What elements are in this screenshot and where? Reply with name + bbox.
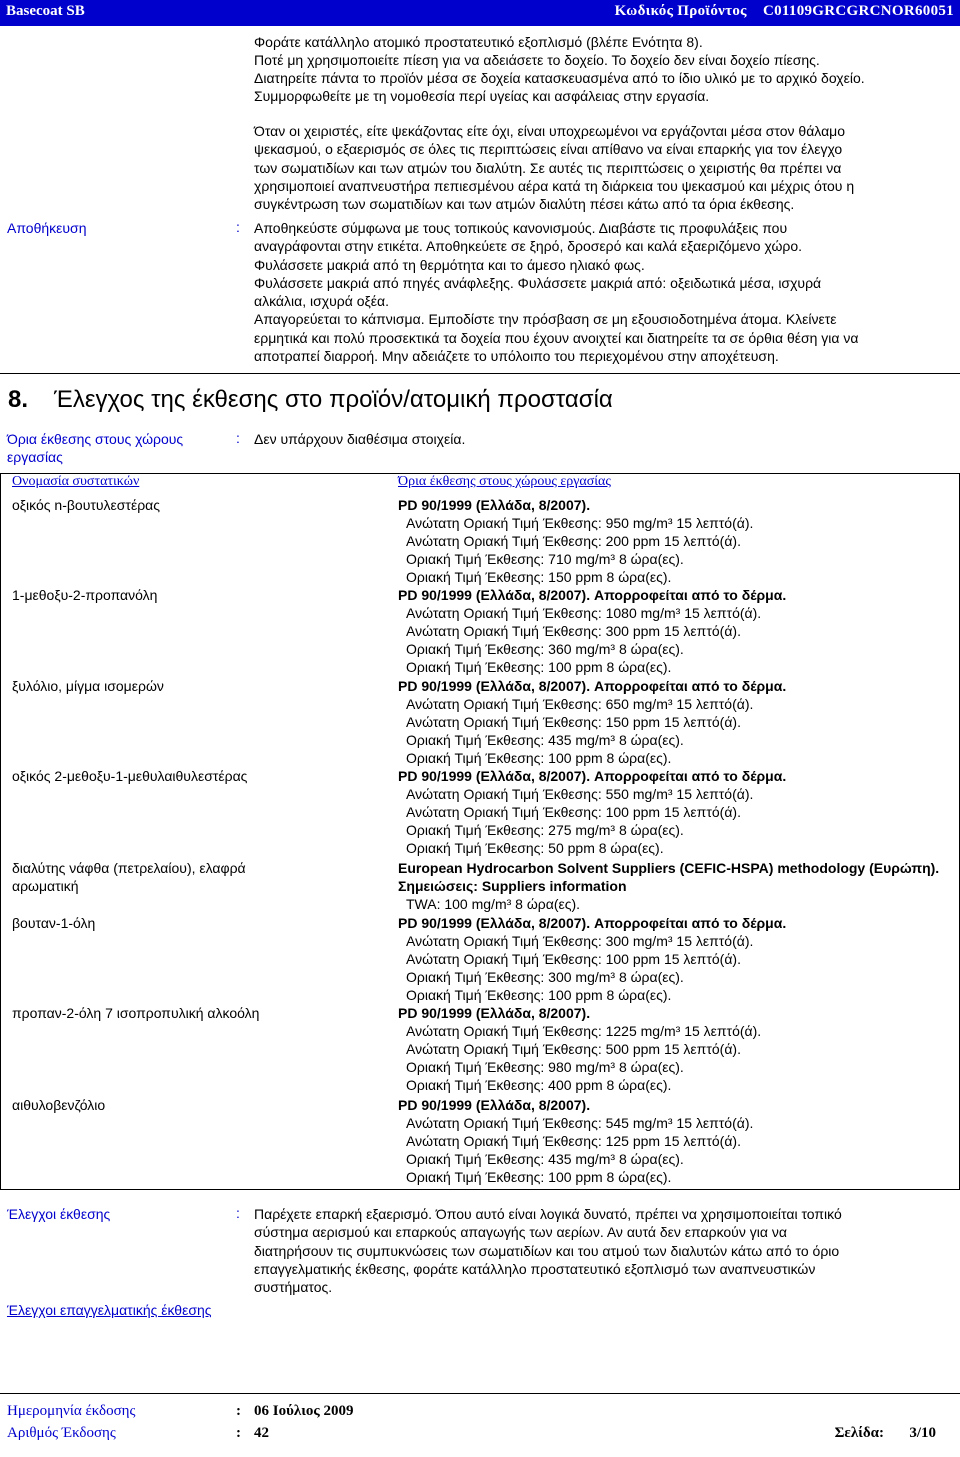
product-code-value: C01109GRCGRCNOR60051 [762, 3, 954, 19]
issue-date-value: 06 Ιούλιος 2009 [254, 1403, 354, 1419]
exposure-controls-colon: : [236, 1205, 240, 1221]
component-name: οξικός 2-μεθοξυ-1-μεθυλαιθυλεστέρας [12, 768, 248, 784]
limit-source: PD 90/1999 (Ελλάδα, 8/2007). [398, 497, 591, 513]
product-code [615, 3, 954, 20]
limit-entry [398, 1096, 953, 1186]
version-colon: : [236, 1425, 241, 1441]
product-code-label: Κωδικός Προϊόντος [614, 3, 747, 19]
storage-label: Αποθήκευση [7, 220, 87, 236]
limit-value: Ανώτατη Οριακή Τιμή Έκθεσης: 300 ppm 15 λεπτό(ά). [406, 623, 741, 639]
limit-entry [398, 767, 953, 857]
exposure-controls-label: Έλεγχοι έκθεσης [7, 1206, 111, 1222]
product-name: Basecoat SB [6, 3, 85, 19]
limit-value: Οριακή Τιμή Έκθεσης: 300 mg/m³ 8 ώρα(ες). [406, 969, 684, 985]
component-name: βουταν-1-όλη [12, 915, 96, 931]
page-label: Σελίδα: [834, 1425, 884, 1441]
limit-value: Οριακή Τιμή Έκθεσης: 275 mg/m³ 8 ώρα(ες). [406, 822, 684, 838]
limit-entry [398, 586, 953, 676]
limit-value: Ανώτατη Οριακή Τιμή Έκθεσης: 1080 mg/m³ 15 λεπτό(ά). [406, 605, 762, 621]
document-header [0, 0, 960, 26]
limit-value: Ανώτατη Οριακή Τιμή Έκθεσης: 150 ppm 15 λεπτό(ά). [406, 714, 741, 730]
section-number: 8. [8, 386, 29, 413]
limit-source: PD 90/1999 (Ελλάδα, 8/2007). Απορροφείται από το δέρμα. [398, 768, 787, 784]
section-8-heading [8, 386, 613, 414]
limit-value: Ανώτατη Οριακή Τιμή Έκθεσης: 200 ppm 15 λεπτό(ά). [406, 533, 741, 549]
oel-colon: : [236, 430, 240, 446]
limit-value: Ανώτατη Οριακή Τιμή Έκθεσης: 545 mg/m³ 15 λεπτό(ά). [406, 1115, 754, 1131]
section-divider [0, 373, 960, 374]
limit-value: Οριακή Τιμή Έκθεσης: 100 ppm 8 ώρα(ες). [406, 1169, 672, 1185]
limit-entry [398, 914, 953, 1004]
column-header-name: Ονομασία συστατικών [12, 474, 140, 489]
limit-value: Οριακή Τιμή Έκθεσης: 360 mg/m³ 8 ώρα(ες). [406, 641, 684, 657]
component-name: 1-μεθοξυ-2-προπανόλη [12, 587, 158, 603]
storage-text: Αποθηκεύστε σύμφωνα με τους τοπικούς κανονισμούς. Διαβάστε τις προφυλάξεις που αναγράφονται στην ετικέτα. Αποθηκεύετε σε ξηρό, δροσερό και καλά εξαεριζόμενο χώρο. Φυλάσσετε μακριά από τη θερμότητα και το άμεσο ηλιακό φως. Φυλάσσετε μακριά από πηγές ανάφλεξης. Φυλάσσετε μακριά από: οξειδωτικά μέσα, ισχυρά αλκάλια, ισχυρά οξέα. Απαγορεύεται το κάπνισμα. Εμποδίστε την πρόσβαση σε μη εξουσιοδοτημένα άτομα. Κλείνετε ερμητικά και πολύ προσεκτικά τα δοχεία που έχουν ανοιχτεί και διατηρείτε τα σε όρθια θέση για να αποτραπεί διαρροή. Μην αδειάζετε το υπόλοιπο του περιεχομένου στην αποχέτευση. [254, 220, 859, 365]
limit-source: PD 90/1999 (Ελλάδα, 8/2007). Απορροφείται από το δέρμα. [398, 587, 787, 603]
occupational-controls-label: Έλεγχοι επαγγελματικής έκθεσης [7, 1302, 212, 1318]
limit-value: Ανώτατη Οριακή Τιμή Έκθεσης: 1225 mg/m³ 15 λεπτό(ά). [406, 1023, 762, 1039]
limit-value: Οριακή Τιμή Έκθεσης: 100 ppm 8 ώρα(ες). [406, 659, 672, 675]
component-name: ξυλόλιο, μίγμα ισομερών [12, 678, 164, 694]
exposure-controls-text: Παρέχετε επαρκή εξαερισμό. Όπου αυτό είναι λογικά δυνατό, πρέπει να χρησιμοποιείται τοπικό σύστημα αερισμού και επαρκούς απαγωγής των αερίων. Αν αυτά δεν επαρκούν για να διατηρήσουν τις συμπυκνώσεις των σωματιδίων και του ατμού των διαλυτών κάτω από το όριο επαγγελματικής έκθεσης, φοράτε κατάλληλο προστατευτικό εξοπλισμό των αναπνευστικών συστήματος. [254, 1206, 842, 1296]
storage-colon: : [236, 219, 240, 235]
limit-value: Ανώτατη Οριακή Τιμή Έκθεσης: 125 ppm 15 λεπτό(ά). [406, 1133, 741, 1149]
limit-value: TWA: 100 mg/m³ 8 ώρα(ες). [406, 896, 581, 912]
limit-value: Ανώτατη Οριακή Τιμή Έκθεσης: 500 ppm 15 λεπτό(ά). [406, 1041, 741, 1057]
section-title: Έλεγχος της έκθεσης στο προϊόν/ατομική προστασία [54, 386, 613, 413]
limit-entry [398, 677, 953, 767]
page-number: 3/10 [909, 1425, 936, 1441]
handling-line: Ποτέ μη χρησιμοποιείτε πίεση για να αδειάσετε το δοχείο. Το δοχείο δεν είναι δοχείο πίεσης. [254, 52, 820, 68]
limit-source: European Hydrocarbon Solvent Suppliers (CEFIC-HSPA) methodology (Ευρώπη). Σημειώσεις: Suppliers information [398, 860, 940, 894]
limit-entry [398, 859, 953, 913]
limit-entry [398, 1004, 953, 1094]
limit-value: Οριακή Τιμή Έκθεσης: 435 mg/m³ 8 ώρα(ες). [406, 732, 684, 748]
limit-source: PD 90/1999 (Ελλάδα, 8/2007). [398, 1097, 591, 1113]
limit-value: Ανώτατη Οριακή Τιμή Έκθεσης: 300 mg/m³ 15 λεπτό(ά). [406, 933, 754, 949]
limit-value: Ανώτατη Οριακή Τιμή Έκθεσης: 950 mg/m³ 15 λεπτό(ά). [406, 515, 754, 531]
component-name: αιθυλοβενζόλιο [12, 1097, 106, 1113]
issue-date-label: Ημερομηνία έκδοσης [7, 1403, 136, 1419]
limit-value: Οριακή Τιμή Έκθεσης: 50 ppm 8 ώρα(ες). [406, 840, 664, 856]
limit-value: Οριακή Τιμή Έκθεσης: 435 mg/m³ 8 ώρα(ες). [406, 1151, 684, 1167]
component-name: οξικός n-βουτυλεστέρας [12, 497, 161, 513]
limit-value: Οριακή Τιμή Έκθεσης: 400 ppm 8 ώρα(ες). [406, 1077, 672, 1093]
column-header-limits: Όρια έκθεσης στους χώρους εργασίας [398, 474, 611, 489]
limit-source: PD 90/1999 (Ελλάδα, 8/2007). [398, 1005, 591, 1021]
oel-label: Όρια έκθεσης στους χώρους εργασίας [7, 431, 184, 466]
limit-entry [398, 496, 953, 586]
limit-value: Ανώτατη Οριακή Τιμή Έκθεσης: 650 mg/m³ 15 λεπτό(ά). [406, 696, 754, 712]
version-value: 42 [254, 1425, 269, 1441]
component-name: διαλύτης νάφθα (πετρελαίου), ελαφρά αρωματική [12, 860, 246, 894]
limit-value: Οριακή Τιμή Έκθεσης: 100 ppm 8 ώρα(ες). [406, 750, 672, 766]
oel-value: Δεν υπάρχουν διαθέσιμα στοιχεία. [254, 431, 466, 447]
component-name: προπαν-2-όλη 7 ισοπροπυλική αλκοόλη [12, 1005, 260, 1021]
handling-line: Φοράτε κατάλληλο ατομικό προστατευτικό εξοπλισμό (βλέπε Ενότητα 8). [254, 34, 703, 50]
limit-value: Ανώτατη Οριακή Τιμή Έκθεσης: 100 ppm 15 λεπτό(ά). [406, 804, 741, 820]
limit-value: Οριακή Τιμή Έκθεσης: 150 ppm 8 ώρα(ες). [406, 569, 672, 585]
limit-source: PD 90/1999 (Ελλάδα, 8/2007). Απορροφείται από το δέρμα. [398, 915, 787, 931]
limit-value: Οριακή Τιμή Έκθεσης: 710 mg/m³ 8 ώρα(ες). [406, 551, 684, 567]
limit-value: Ανώτατη Οριακή Τιμή Έκθεσης: 550 mg/m³ 15 λεπτό(ά). [406, 786, 754, 802]
limit-value: Ανώτατη Οριακή Τιμή Έκθεσης: 100 ppm 15 λεπτό(ά). [406, 951, 741, 967]
handling-line: Συμμορφωθείτε με τη νομοθεσία περί υγείας και ασφάλειας στην εργασία. [254, 88, 710, 104]
handling-line: Διατηρείτε πάντα το προϊόν μέσα σε δοχεία κατασκευασμένα από το ίδιο υλικό με το αρχικό δοχείο. [254, 70, 865, 86]
spray-booth-note: Όταν οι χειριστές, είτε ψεκάζοντας είτε όχι, είναι υποχρεωμένοι να εργάζονται μέσα στον θάλαμο ψεκασμού, ο εξαερισμός σε όλες τις περιπτώσεις είναι απίθανο να είναι επαρκής για τον έλεγχο των σωματιδίων και των ατμών του διαλύτη. Σε αυτές τις περιπτώσεις ο χειριστής θα πρέπει να χρησιμοποιεί αναπνευστήρα πεπιεσμένου αέρα κατά τη διάρκεια του ψεκασμού και μέχρις ότου η συγκέντρωση των σωματιδίων και των ατμών διαλύτη πέσει κάτω από τα όρια έκθεσης. [254, 123, 855, 213]
limit-source: PD 90/1999 (Ελλάδα, 8/2007). Απορροφείται από το δέρμα. [398, 678, 787, 694]
footer-divider [0, 1393, 960, 1394]
limit-value: Οριακή Τιμή Έκθεσης: 100 ppm 8 ώρα(ες). [406, 987, 672, 1003]
limit-value: Οριακή Τιμή Έκθεσης: 980 mg/m³ 8 ώρα(ες). [406, 1059, 684, 1075]
issue-date-colon: : [236, 1403, 241, 1419]
version-label: Αριθμός Έκδοσης [7, 1425, 116, 1441]
